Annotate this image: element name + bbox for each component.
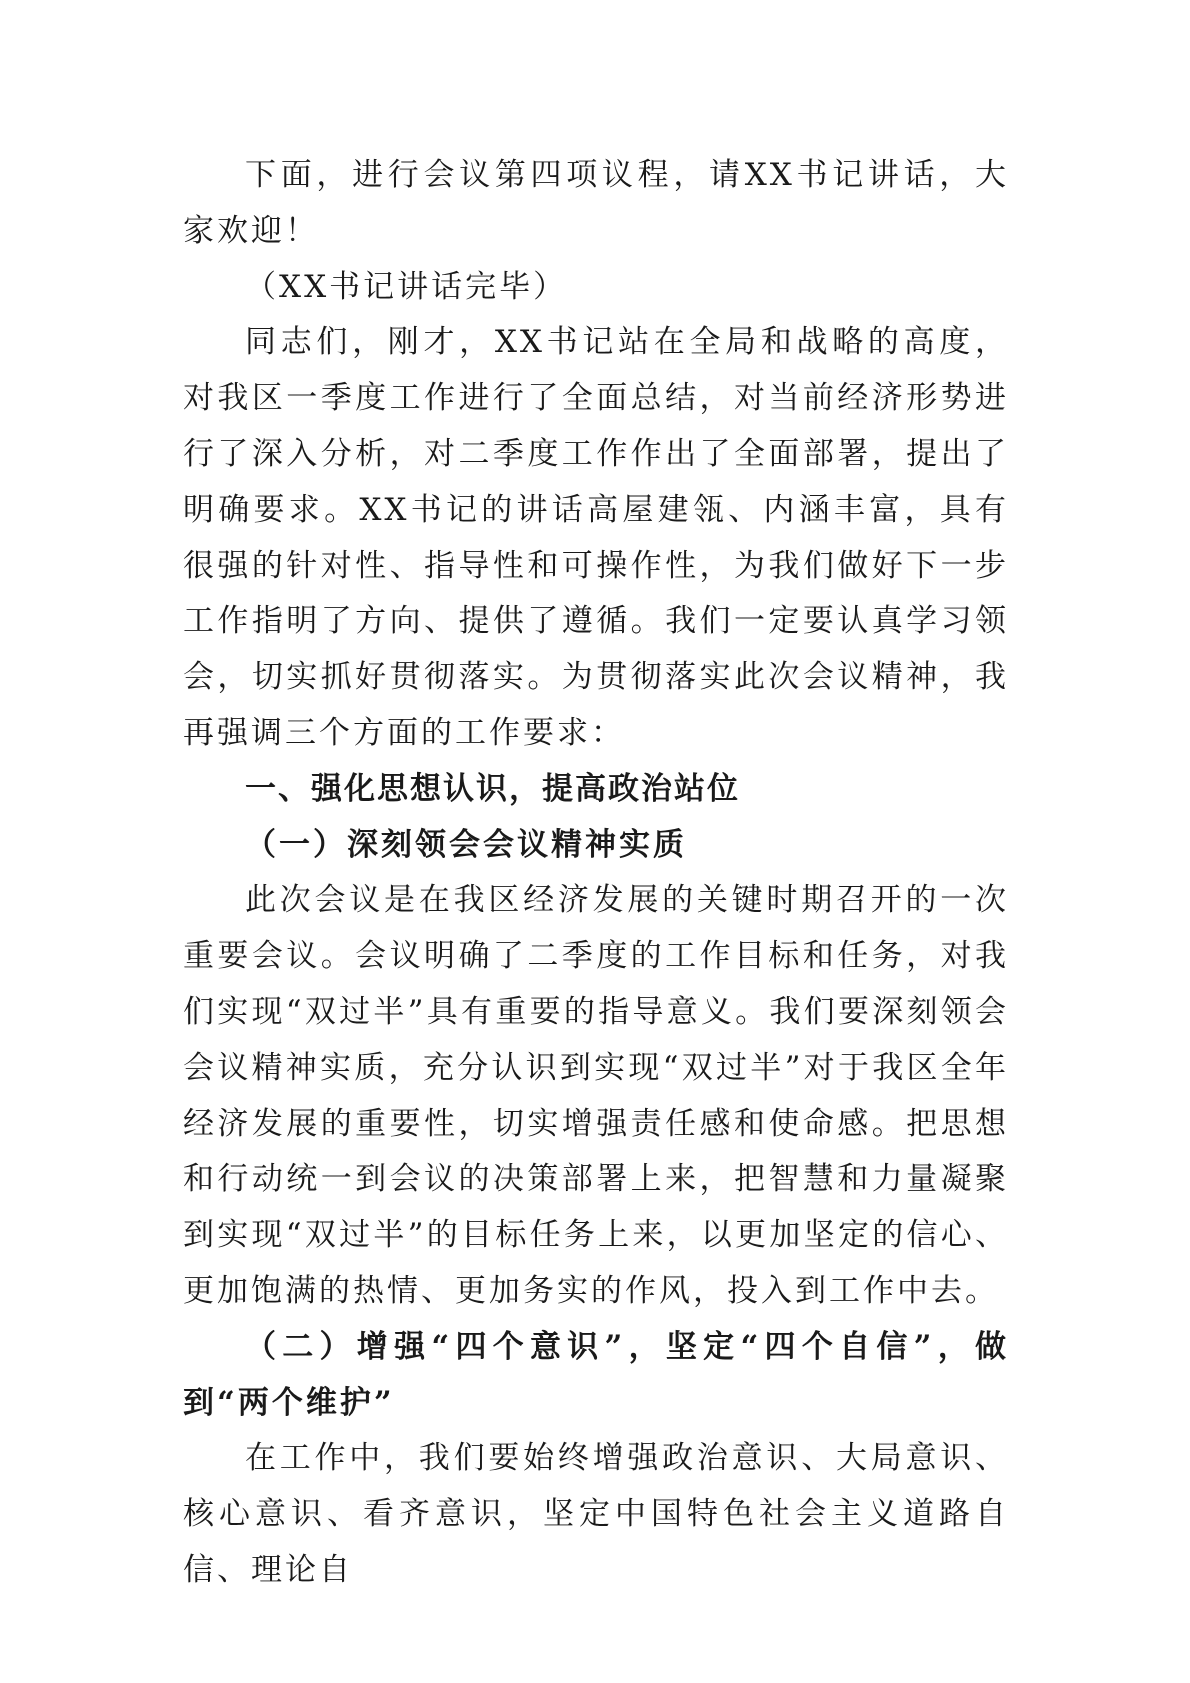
subsection-body-1: 此次会议是在我区经济发展的关键时期召开的一次重要会议。会议明确了二季度的工作目标和任务，对我们实现“双过半”具有重要的指导意义。我们要深刻领会会议精神实质，充分认识到实现“双过半”对于我区全年经济发展的重要性，切实增强责任感和使命感。把思想和行动统一到会议的决策部署上来，把智慧和力量凝聚到实现“双过半”的目标任务上来，以更加坚定的信心、更加饱满的热情、更加务实的作风，投入到工作中去。 [183, 882, 1009, 1309]
paragraph-speech-finished: （XX书记讲话完毕） [245, 268, 568, 305]
paragraph-agenda: 下面，进行会议第四项议程，请XX书记讲话，大家欢迎！ [183, 157, 1009, 249]
paragraph-summary: 同志们，刚才，XX书记站在全局和战略的高度，对我区一季度工作进行了全面总结，对当前经济形势进行了深入分析，对二季度工作作出了全面部署，提出了明确要求。XX书记的讲话高屋建瓴、内涵丰富，具有很强的针对性、指导性和可操作性，为我们做好下一步工作指明了方向、提供了遵循。我们一定要认真学习领会，切实抓好贯彻落实。为贯彻落实此次会议精神，我再强调三个方面的工作要求： [183, 324, 1009, 751]
subsection-body-2: 在工作中，我们要始终增强政治意识、大局意识、核心意识、看齐意识，坚定中国特色社会主义道路自信、理论自 [183, 1440, 1009, 1588]
subsection-heading-1: （一）深刻领会会议精神实质 [245, 826, 687, 863]
section-heading-1: 一、强化思想认识，提高政治站位 [245, 770, 740, 807]
subsection-heading-2: （二）增强“四个意识”，坚定“四个自信”，做到“两个维护” [183, 1328, 1009, 1421]
document-body [183, 148, 1009, 1599]
